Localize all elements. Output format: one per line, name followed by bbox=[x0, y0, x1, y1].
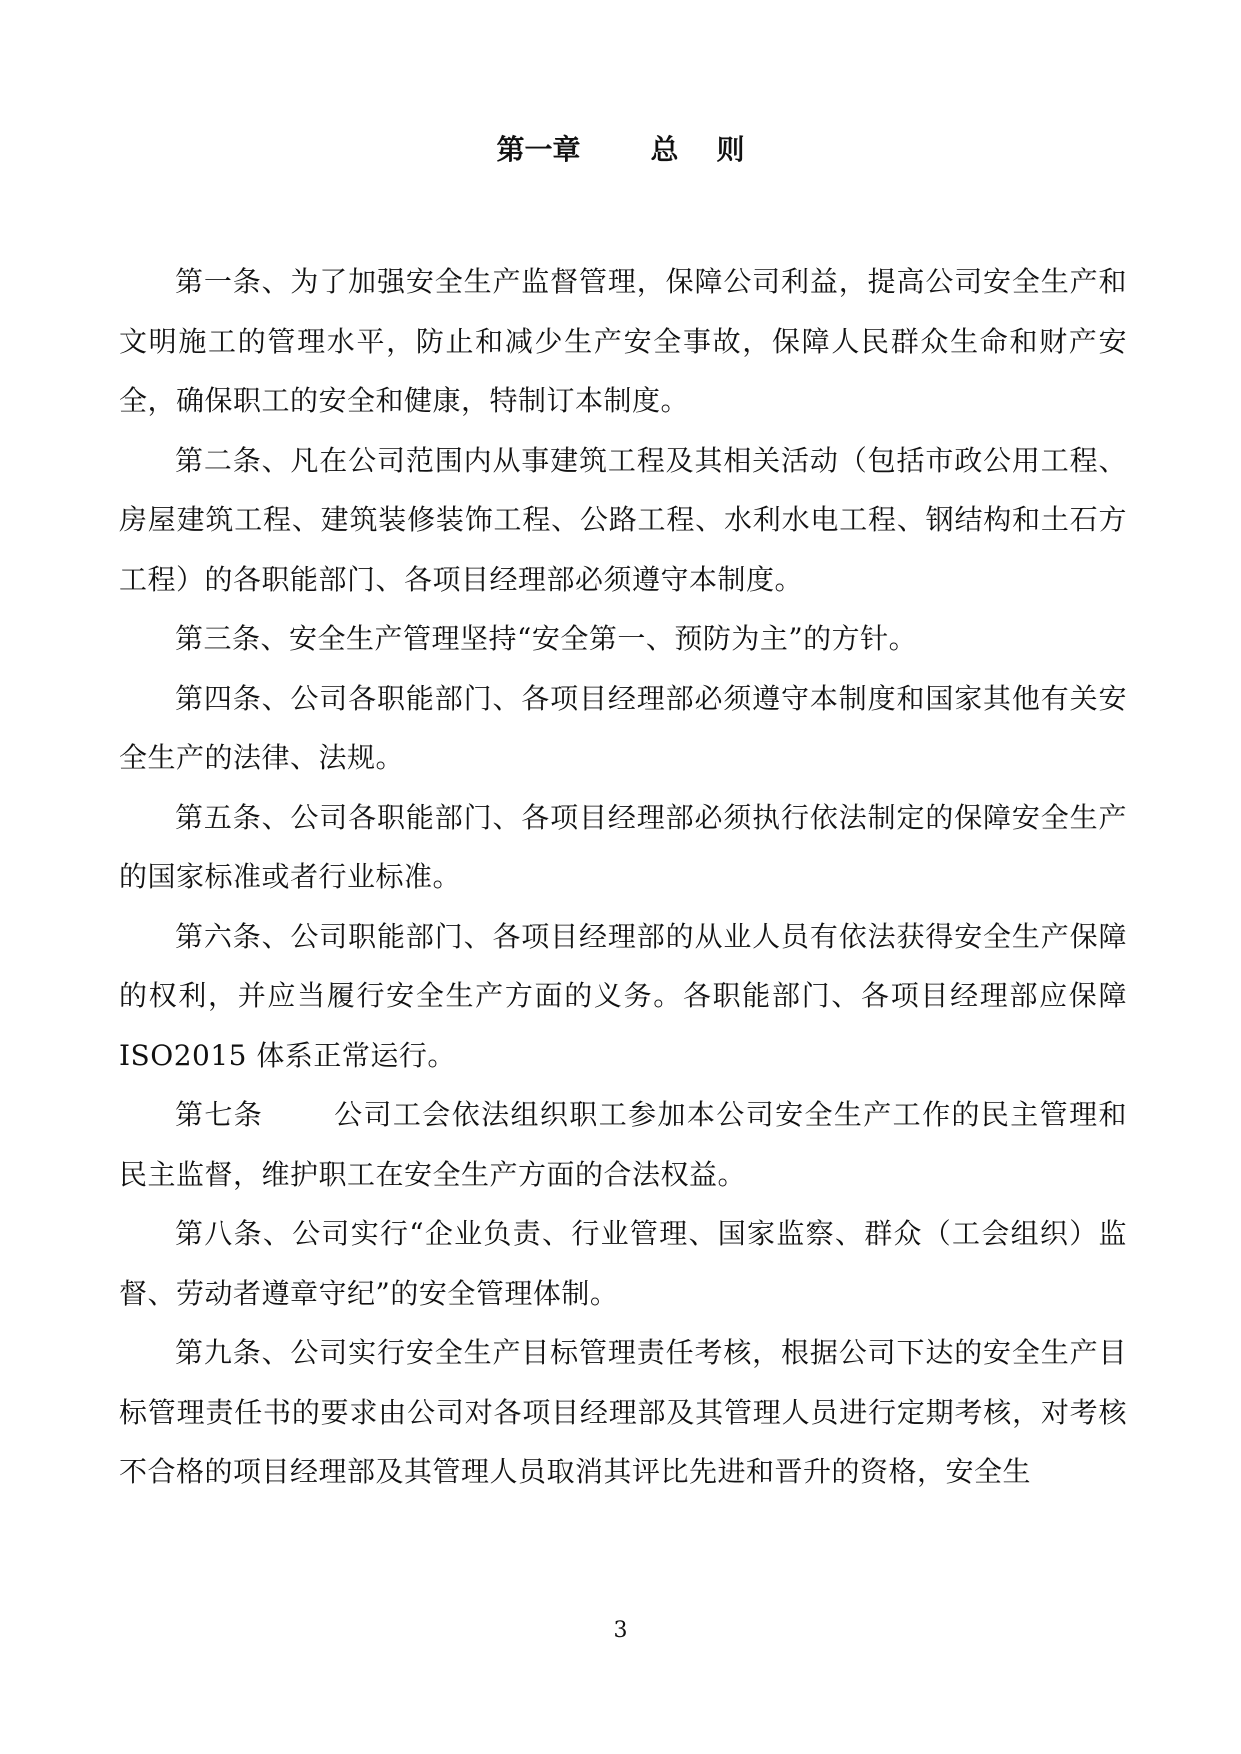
article-6: 第六条、公司职能部门、各项目经理部的从业人员有依法获得安全生产保障的权利，并应当履行安全生产方面的义务。各职能部门、各项目经理部应保障 ISO2015 体系正常运行。 bbox=[119, 919, 1127, 1072]
article-4: 第四条、公司各职能部门、各项目经理部必须遵守本制度和国家其他有关安全生产的法律、法规。 bbox=[119, 681, 1127, 774]
article-2: 第二条、凡在公司范围内从事建筑工程及其相关活动（包括市政公用工程、房屋建筑工程、建筑装修装饰工程、公路工程、水利水电工程、钢结构和土石方工程）的各职能部门、各项目经理部必须遵守本制度。 bbox=[119, 443, 1127, 596]
article-7-label: 第七条 bbox=[175, 1098, 264, 1131]
article-3: 第三条、安全生产管理坚持“安全第一、预防为主”的方针。 bbox=[175, 622, 918, 655]
chapter-title-part2: 则 bbox=[716, 133, 745, 166]
chapter-title bbox=[0, 130, 1241, 170]
article-5: 第五条、公司各职能部门、各项目经理部必须执行依法制定的保障安全生产的国家标准或者行业标准。 bbox=[119, 800, 1127, 893]
article-1: 第一条、为了加强安全生产监督管理，保障公司利益，提高公司安全生产和文明施工的管理水平，防止和减少生产安全事故，保障人民群众生命和财产安全，确保职工的安全和健康，特制订本制度。 bbox=[119, 265, 1127, 417]
page-number: 3 bbox=[613, 1618, 628, 1643]
chapter-number: 第一章 bbox=[496, 133, 581, 166]
chapter-title-part1: 总 bbox=[650, 133, 679, 166]
article-7-text: 公司工会依法组织职工参加本公司安全生产工作的民主管理和民主监督，维护职工在安全生产方面的合法权益。 bbox=[119, 1098, 1127, 1191]
article-9: 第九条、公司实行安全生产目标管理责任考核，根据公司下达的安全生产目标管理责任书的要求由公司对各项目经理部及其管理人员进行定期考核，对考核不合格的项目经理部及其管理人员取消其评比先进和晋升的资格，安全生 bbox=[119, 1336, 1127, 1488]
chapter-body bbox=[119, 252, 1127, 1502]
article-8: 第八条、公司实行“企业负责、行业管理、国家监察、群众（工会组织）监督、劳动者遵章守纪”的安全管理体制。 bbox=[119, 1217, 1127, 1310]
article-7 bbox=[119, 1085, 1127, 1204]
